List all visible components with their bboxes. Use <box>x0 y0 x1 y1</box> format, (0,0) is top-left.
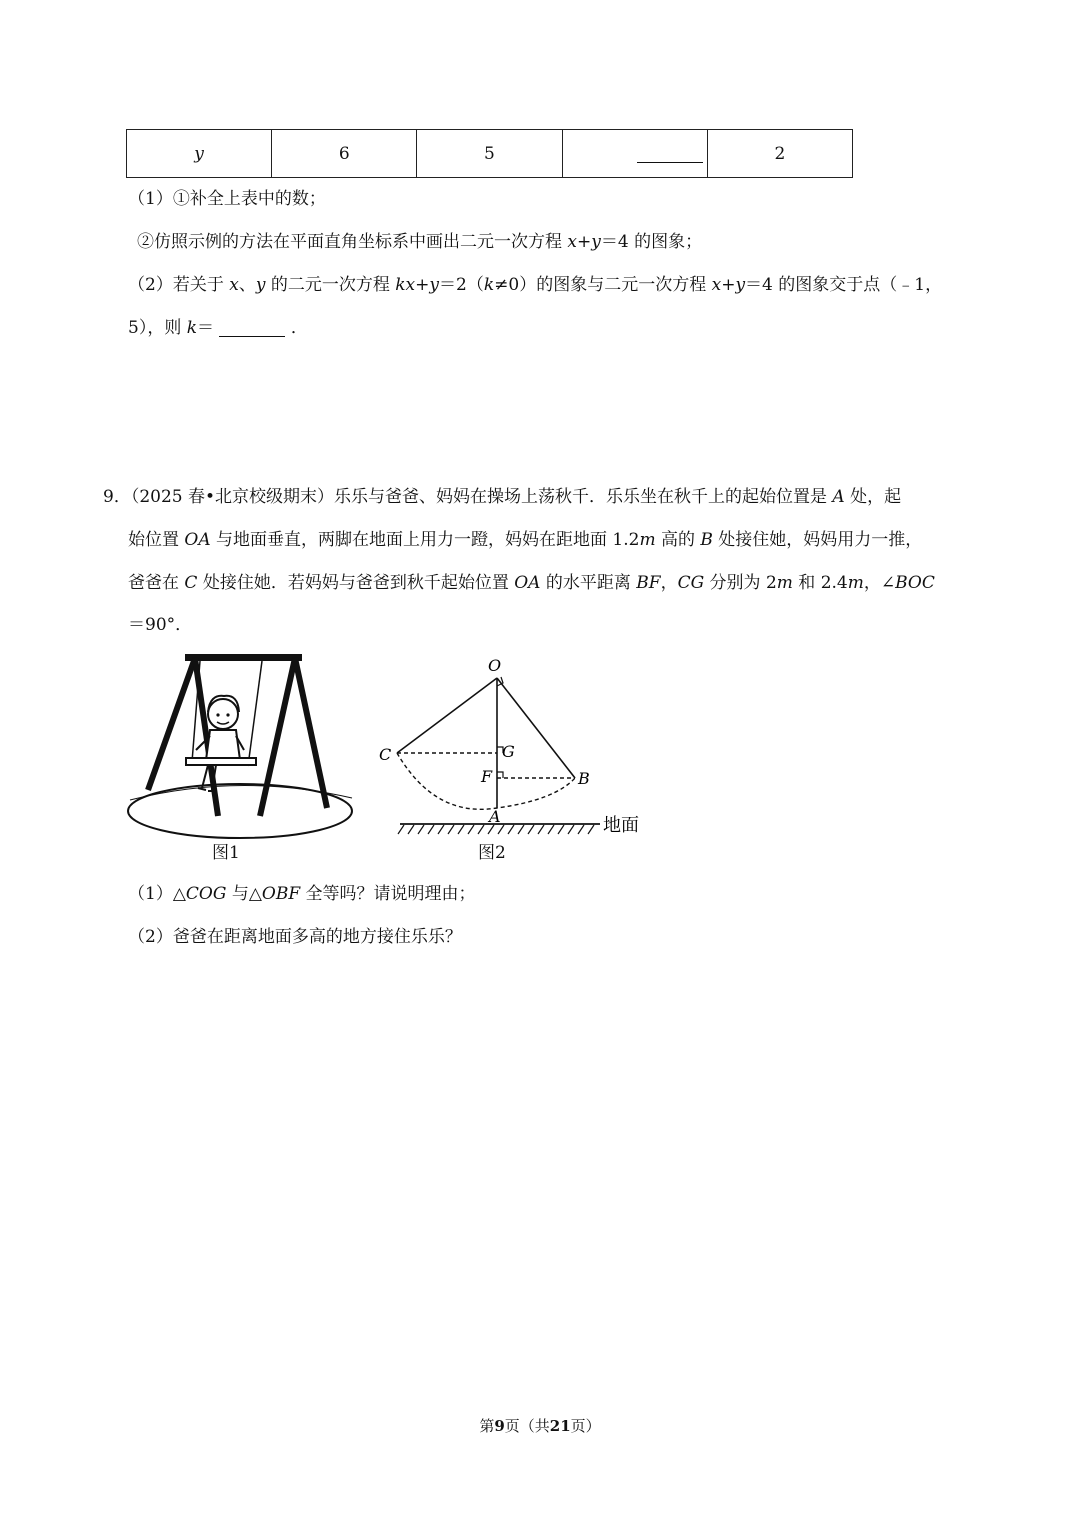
text: 与△ <box>226 884 262 904</box>
text: 全等吗？请说明理由； <box>300 884 476 904</box>
value-table <box>126 129 853 178</box>
problem-9-line2 <box>128 527 922 553</box>
angle-BOC: BOC <box>895 573 935 593</box>
text: （1）△ <box>128 884 186 904</box>
geometry-diagram <box>375 650 665 840</box>
text: 高的 <box>655 530 701 550</box>
text: ＝4 的图象交于点（﹣1， <box>745 275 943 295</box>
segment-OA: OA <box>514 573 541 593</box>
label-C: C <box>379 745 392 764</box>
table-row-label: y <box>127 130 272 178</box>
text: （2）若关于 <box>128 275 230 295</box>
text: ②仿照示例的方法在平面直角坐标系中画出二元一次方程 <box>137 232 568 252</box>
text: 处，起 <box>844 487 902 507</box>
var-k: k <box>483 275 495 295</box>
triangle-COG: COG <box>185 884 227 904</box>
label-F: F <box>481 767 493 786</box>
equation: x+y <box>567 232 601 252</box>
question-1-1: （1）①补全上表中的数； <box>128 189 326 209</box>
text: ＝2（ <box>439 275 484 295</box>
text: 的二元一次方程 <box>265 275 396 295</box>
text: 5），则 <box>128 318 187 338</box>
text: 爸爸在 <box>128 573 185 593</box>
unit: m <box>776 573 793 593</box>
text: 与地面垂直，两脚在地面上用力一蹬，妈妈在距地面 1.2 <box>210 530 640 550</box>
table-cell: 5 <box>417 130 562 178</box>
problem-9-line4: ＝90°． <box>128 615 193 635</box>
text: ， <box>660 573 678 593</box>
text: ＝ <box>197 318 215 338</box>
text: 页（共 <box>504 1417 550 1435</box>
label-O: O <box>488 656 502 675</box>
swing-illustration <box>120 648 370 873</box>
text: ＝4 的图象； <box>600 232 703 252</box>
segment-OA: OA <box>184 530 211 550</box>
text: 第 <box>479 1417 495 1435</box>
text: 的水平距离 <box>540 573 637 593</box>
question-1-2 <box>137 229 702 255</box>
table-cell: 2 <box>707 130 852 178</box>
question-2-line2 <box>128 315 308 341</box>
ground-label: 地面 <box>603 815 639 836</box>
table-cell: 6 <box>272 130 417 178</box>
text: 、 <box>238 275 256 295</box>
point-C: C <box>184 573 198 593</box>
unit: m <box>847 573 864 593</box>
page-footer <box>0 1415 1080 1436</box>
table-row <box>127 130 853 178</box>
problem-9-line1 <box>103 484 901 510</box>
unit: m <box>639 530 656 550</box>
text: 处接住她，妈妈用力一推， <box>712 530 923 550</box>
var-x: x <box>229 275 239 295</box>
text: 始位置 <box>128 530 185 550</box>
text: 页） <box>570 1417 601 1435</box>
table-cell-blank <box>562 130 707 178</box>
text: 9．（2025 春•北京校级期末）乐乐与爸爸、妈妈在操场上荡秋千．乐乐坐在秋千上的起始位置是 <box>103 487 833 507</box>
question-2-line1 <box>128 272 942 298</box>
point-A: A <box>832 487 845 507</box>
answer-blank <box>637 146 703 163</box>
var-k: k <box>186 318 198 338</box>
label-G: G <box>502 742 515 761</box>
point-B: B <box>700 530 713 550</box>
segment-CG: CG <box>677 573 705 593</box>
answer-blank <box>219 320 285 337</box>
figure-1-caption: 图1 <box>212 843 240 863</box>
segment-BF: BF <box>636 573 661 593</box>
var-y: y <box>255 275 266 295</box>
text: ． <box>290 318 308 338</box>
problem-9-line3 <box>128 570 935 596</box>
problem-9-sub2: （2）爸爸在距离地面多高的地方接住乐乐？ <box>128 927 462 947</box>
label-B: B <box>578 769 590 788</box>
label-A: A <box>489 807 501 826</box>
equation: x+y <box>711 275 746 295</box>
text: 处接住她．若妈妈与爸爸到秋千起始位置 <box>197 573 515 593</box>
text: 分别为 2 <box>704 573 777 593</box>
page-number: 9 <box>494 1417 505 1435</box>
page-total: 21 <box>549 1417 571 1435</box>
equation: kx+y <box>395 275 439 295</box>
text: 和 2.4 <box>792 573 848 593</box>
text: ，∠ <box>863 573 896 593</box>
problem-9-sub1 <box>128 881 476 907</box>
text: ≠0）的图象与二元一次方程 <box>494 275 712 295</box>
figure-2-caption: 图2 <box>478 843 506 863</box>
triangle-OBF: OBF <box>261 884 301 904</box>
